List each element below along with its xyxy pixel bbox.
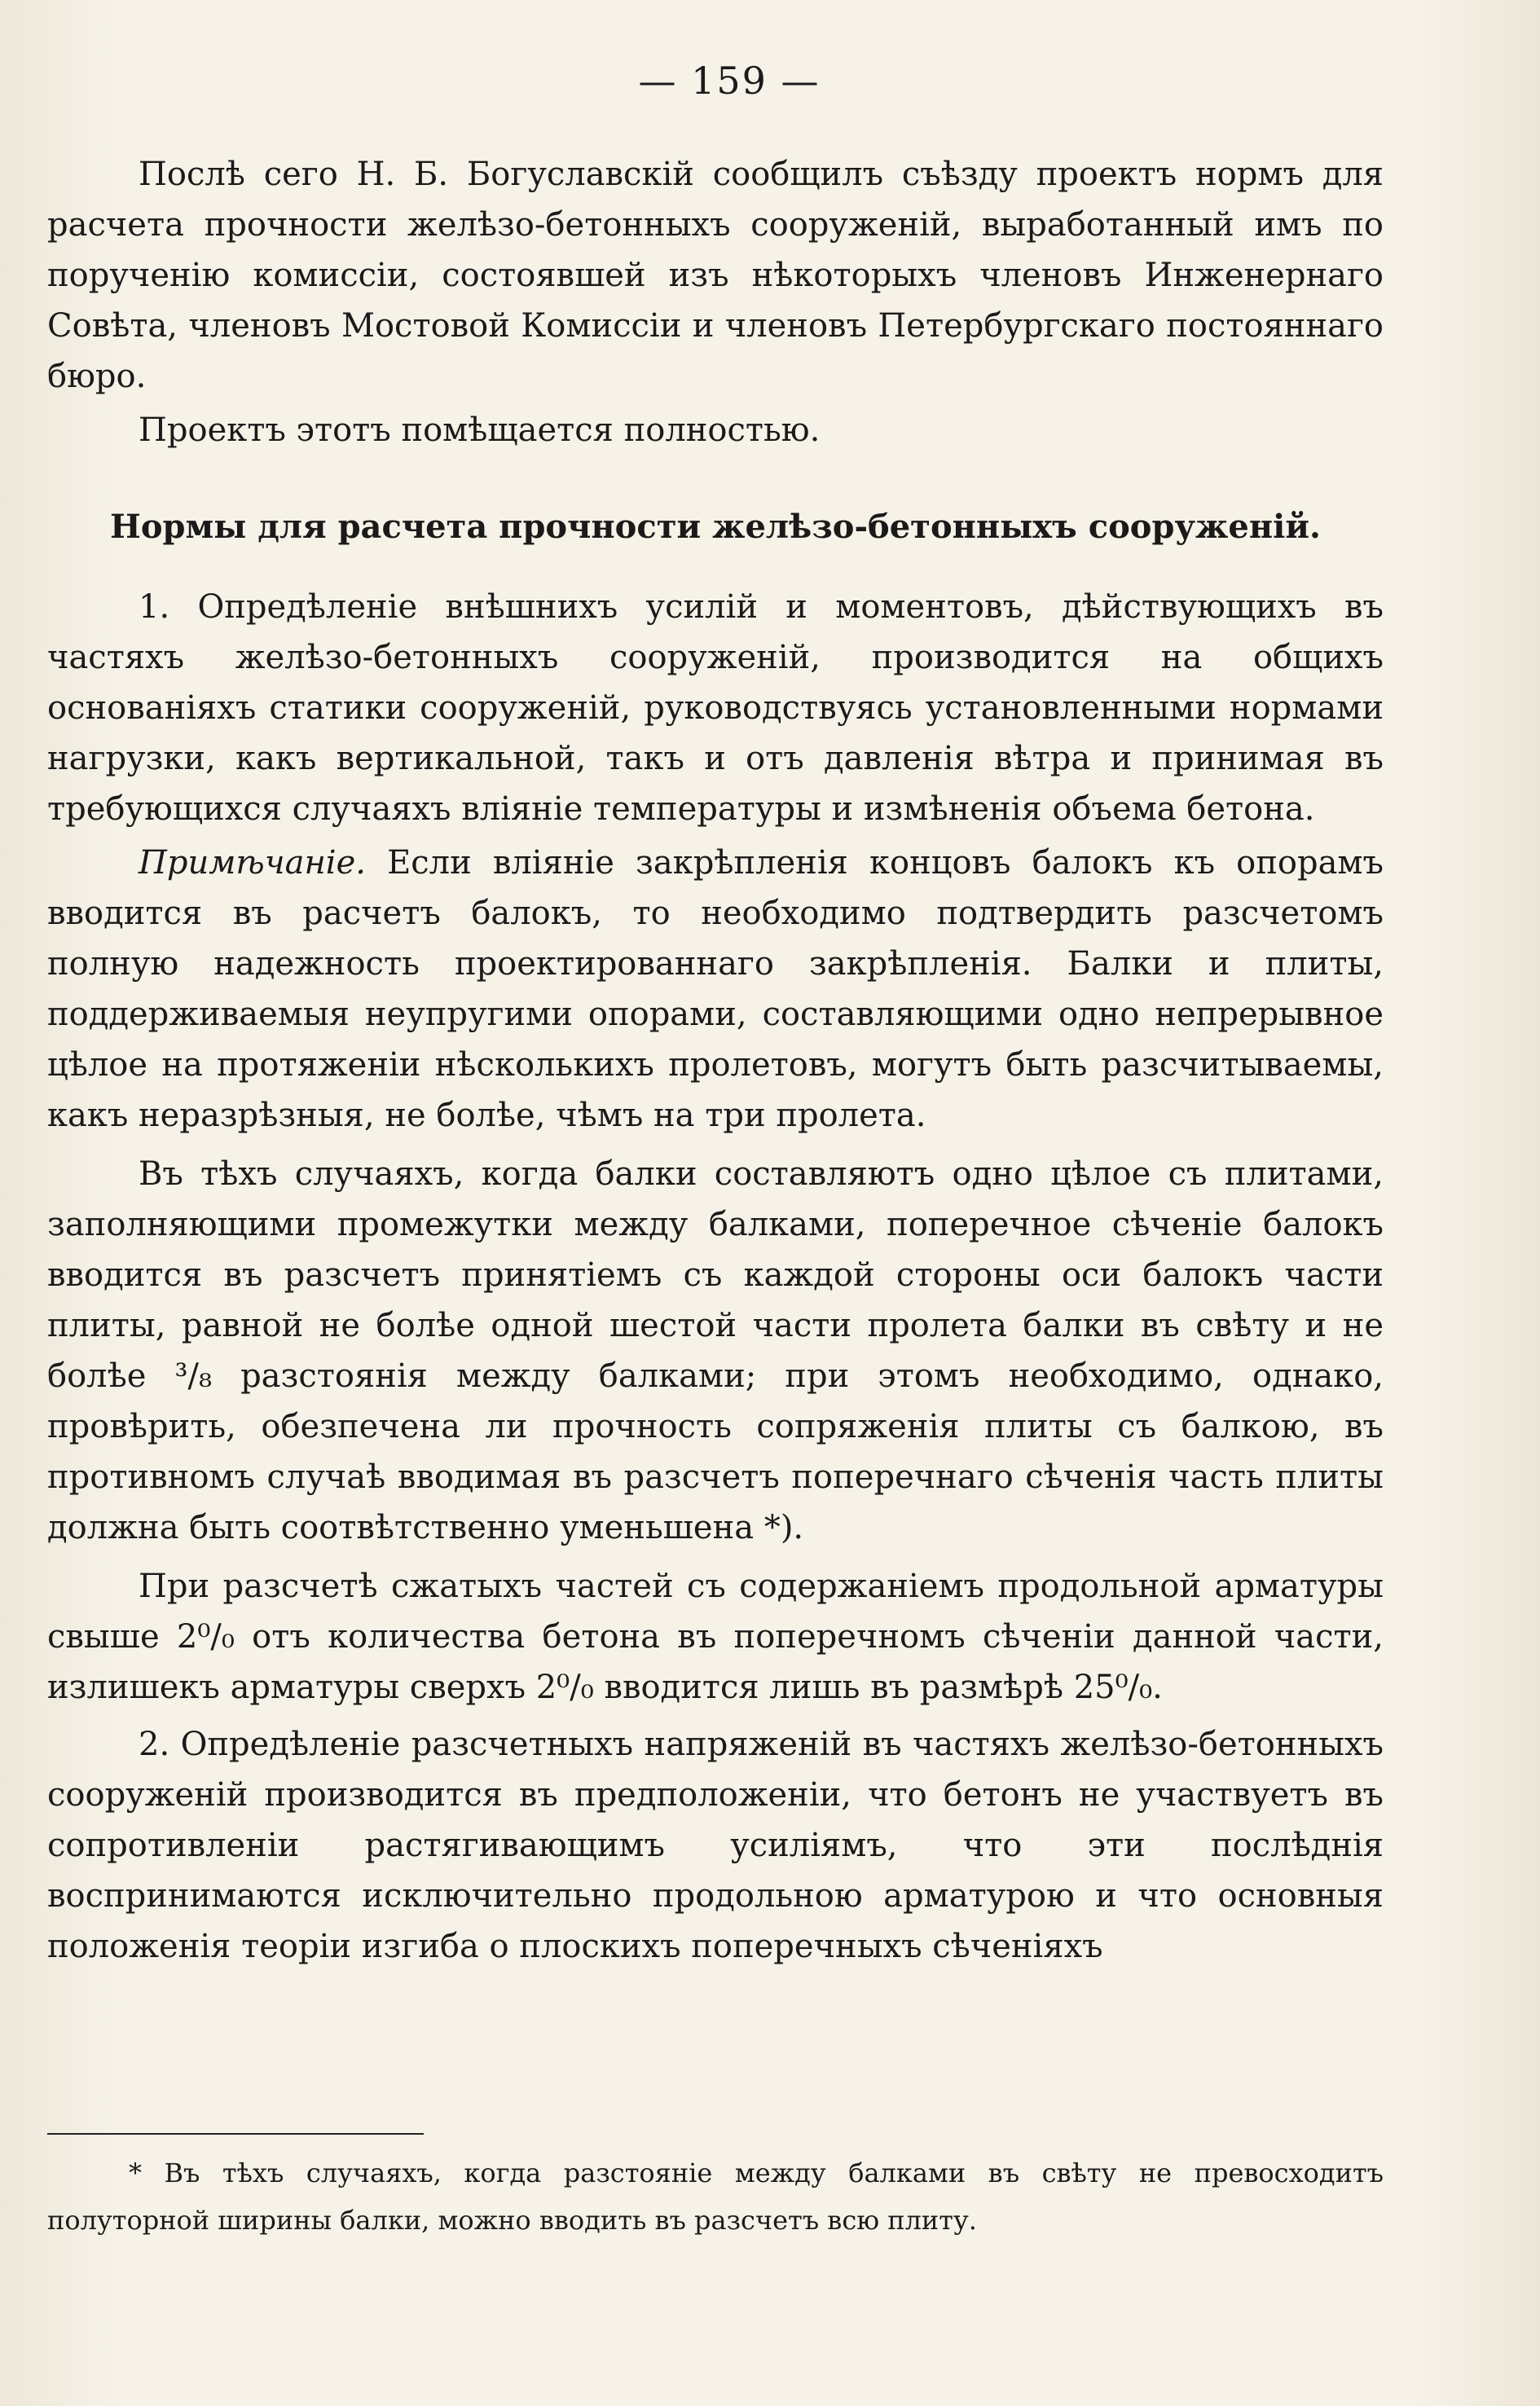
body-block (47, 582, 1384, 1972)
footnote-divider (47, 2133, 424, 2135)
intro-paragraph: Проектъ этотъ помѣщается полностью. (139, 411, 821, 449)
paragraph-reinforcement: При разсчетѣ сжатыхъ частей съ содержаніемъ продольной арматуры свыше 2⁰/₀ отъ количества бетона въ поперечномъ сѣченіи данной части, излишекъ арматуры сверхъ 2⁰/₀ вводится лишь въ размѣрѣ 25⁰/₀. (47, 1568, 1384, 1706)
footnote: * Въ тѣхъ случаяхъ, когда разстояніе между балками въ свѣту не превосходитъ полуторной ширины балки, можно вводить въ разсчетъ всю плиту. (47, 2157, 1384, 2236)
note-text: Если вліяніе закрѣпленія концовъ балокъ къ опорамъ вводится въ расчетъ балокъ, то необходимо подтвердить разсчетомъ полную надежность проектированнаго закрѣпленія. Балки и плиты, поддерживаемыя неупругими опорами, составляющими одно непрерывное цѣлое на протяженіи нѣсколькихъ пролетовъ, могутъ быть разсчитываемы, какъ неразрѣзныя, не болѣе, чѣмъ на три пролета. (47, 844, 1384, 1134)
paragraph-beams: Въ тѣхъ случаяхъ, когда балки составляютъ одно цѣлое съ плитами, заполняющими промежутки между балками, поперечное сѣченіе балокъ вводится въ разсчетъ принятіемъ съ каждой стороны оси балокъ части плиты, равной не болѣе одной шестой части пролета балки въ свѣту и не болѣе ³/₈ разстоянія между балками; при этомъ необходимо, однако, провѣрить, обезпечена ли прочность сопряженія плиты съ балкою, въ противномъ случаѣ вводимая въ разсчетъ поперечнаго сѣченія часть плиты должна быть соотвѣтственно уменьшена *). (47, 1155, 1384, 1546)
intro-paragraph: Послѣ сего Н. Б. Богуславскій сообщилъ съѣзду проектъ нормъ для расчета прочности желѣзо-бетонныхъ сооруженій, выработанный имъ по порученію комиссіи, состоявшей изъ нѣкоторыхъ членовъ Инженернаго Совѣта, членовъ Мостовой Комиссіи и членовъ Петербургскаго постояннаго бюро. (47, 156, 1384, 395)
intro-block (47, 149, 1384, 455)
note-label: Примѣчаніе. (139, 844, 366, 882)
paragraph-1: 1. Опредѣленіе внѣшнихъ усилій и моментовъ, дѣйствующихъ въ частяхъ желѣзо-бетонныхъ сооруженій, производится на общихъ основаніяхъ статики сооруженій, руководствуясь установленными нормами нагрузки, какъ вертикальной, такъ и отъ давленія вѣтра и принимая въ требующихся случаяхъ вліяніе температуры и измѣненія объема бетона. (47, 588, 1384, 828)
page-number: — 159 — (638, 59, 821, 103)
paragraph-2: 2. Опредѣленіе разсчетныхъ напряженій въ частяхъ желѣзо-бетонныхъ сооруженій производится въ предположеніи, что бетонъ не участвуетъ въ сопротивленіи растягивающимъ усиліямъ, что эти послѣднія воспринимаются исключительно продольною арматурою и что основныя положенія теоріи изгиба о плоскихъ поперечныхъ сѣченіяхъ (47, 1726, 1384, 1965)
note-paragraph (47, 838, 1384, 1141)
section-heading: Нормы для расчета прочности желѣзо-бетонныхъ сооруженій. (110, 508, 1321, 546)
